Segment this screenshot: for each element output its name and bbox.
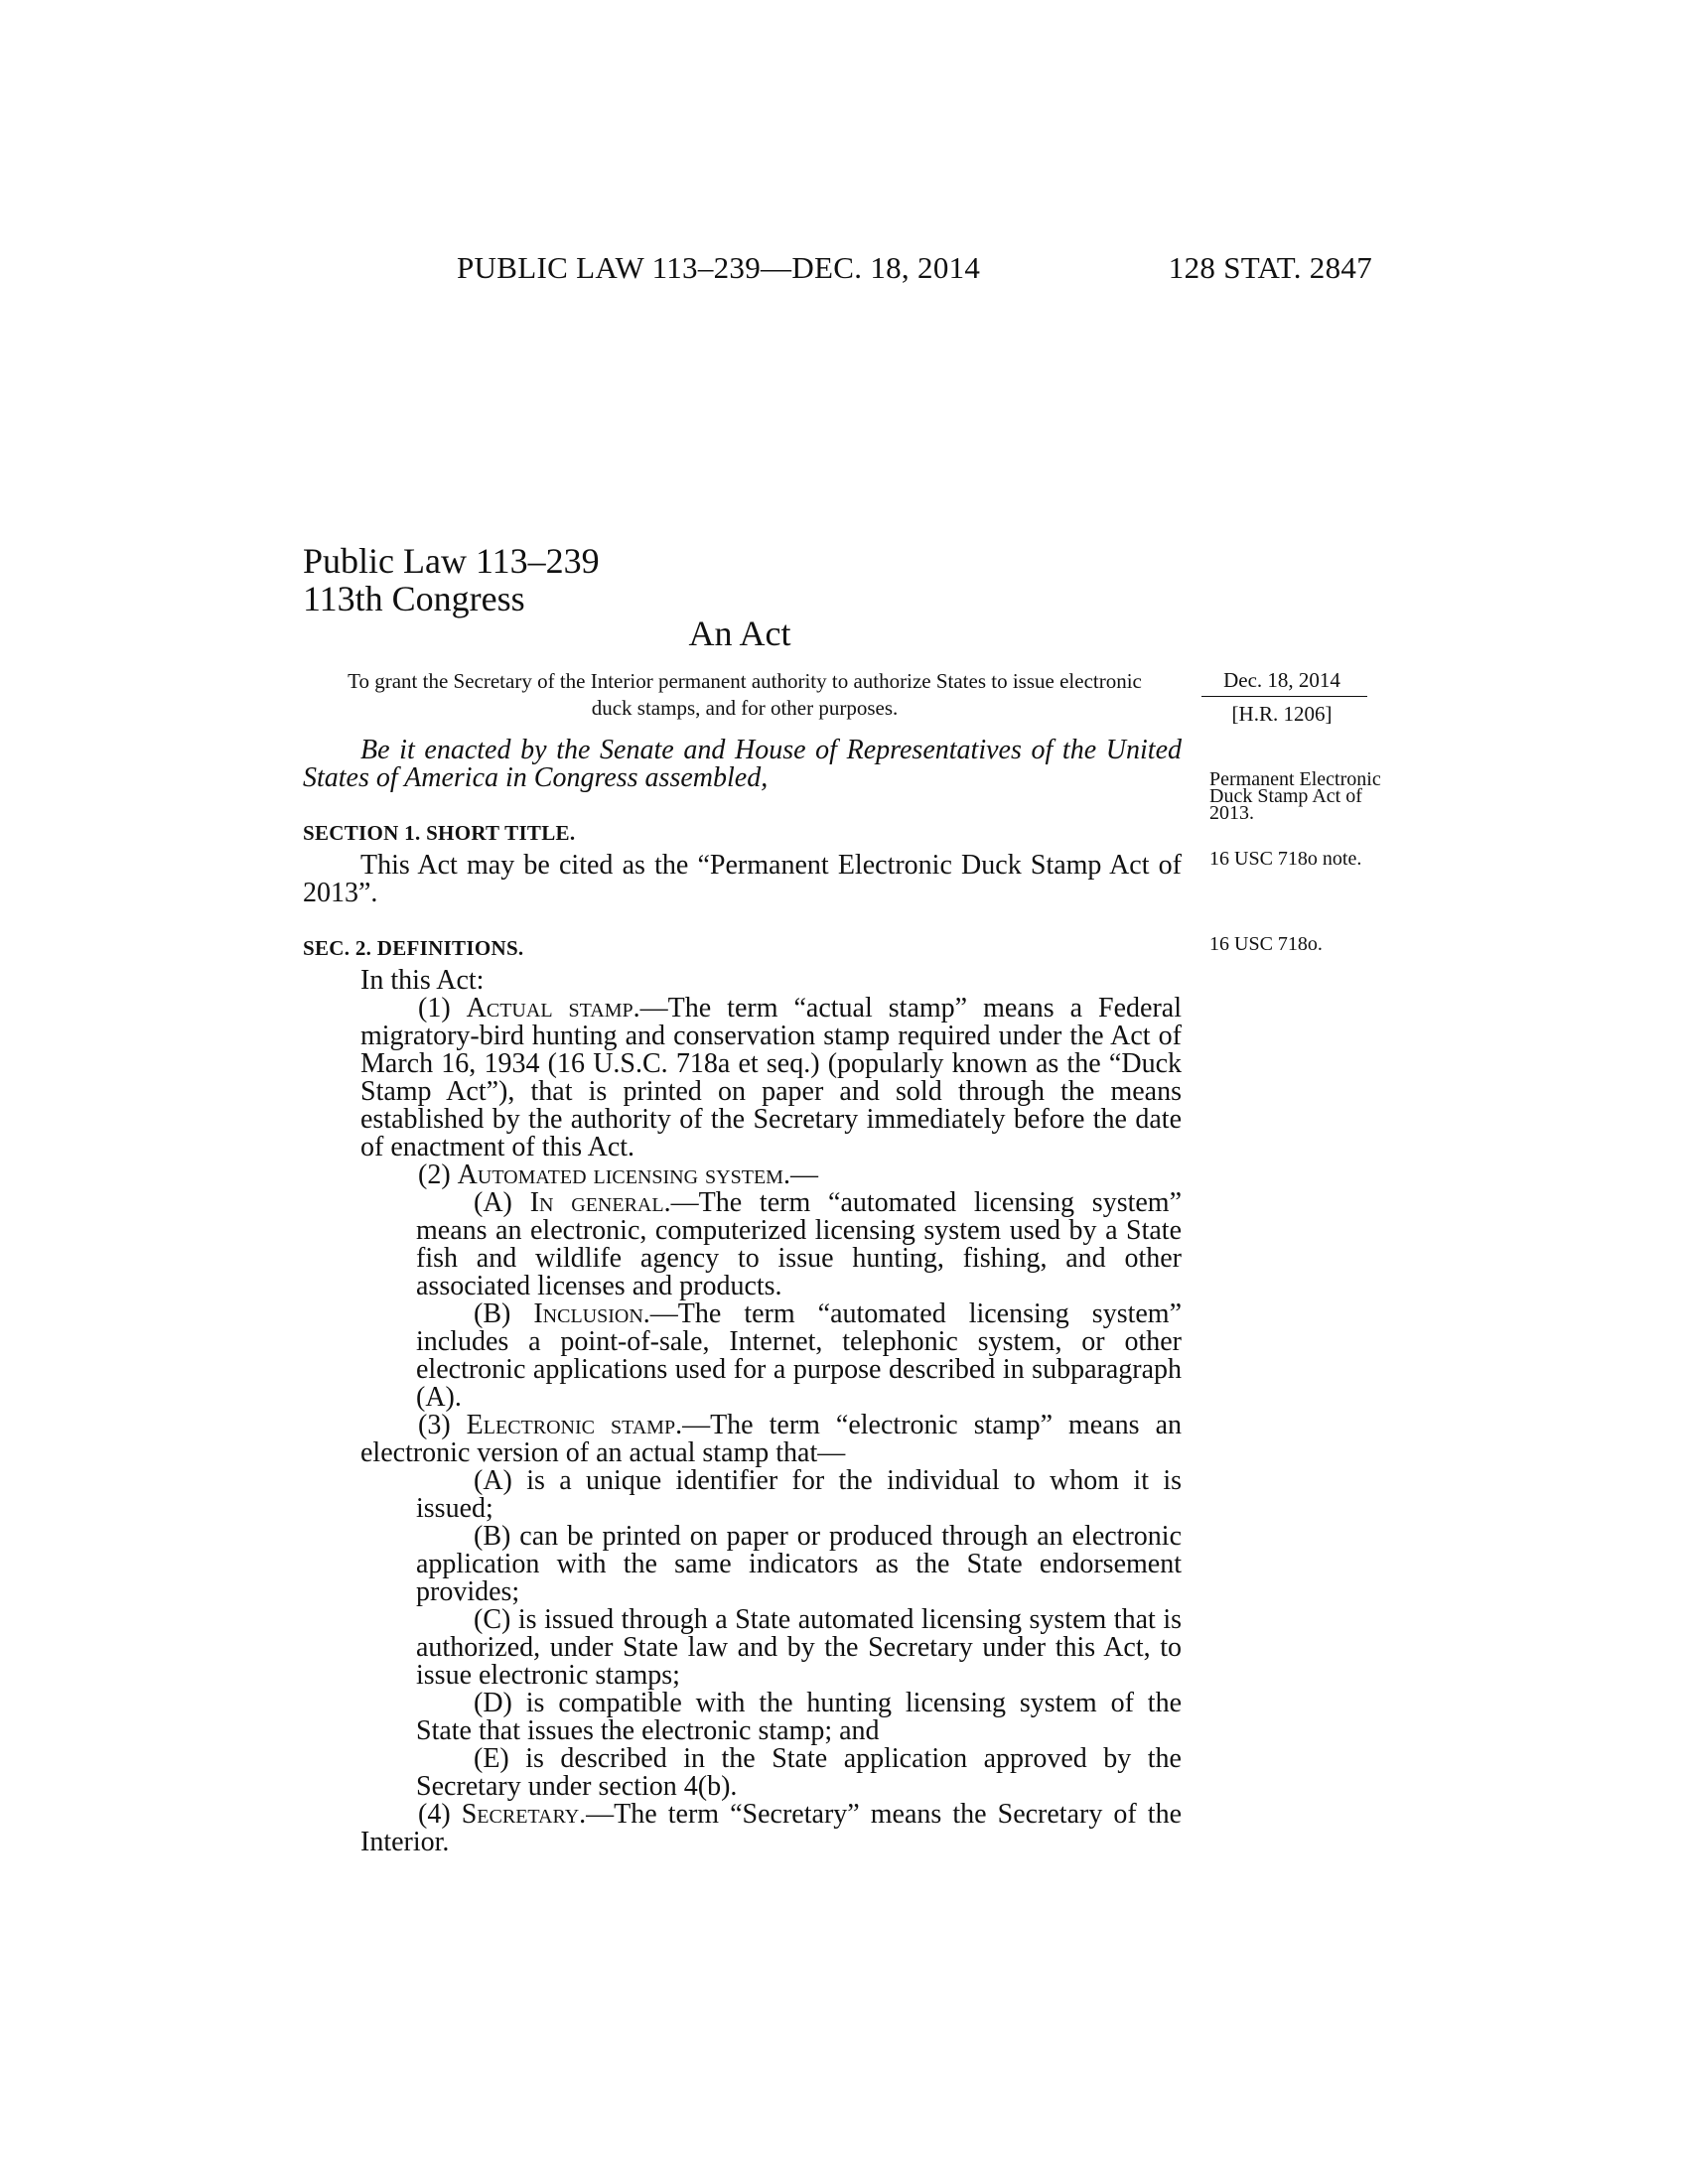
act-purpose: To grant the Secretary of the Interior permanent authority to authorize States to issue electronic duck stamps, and for other purposes. bbox=[348, 669, 1142, 720]
margin-note-usc-2: 16 USC 718o. bbox=[1209, 933, 1323, 955]
enacting-clause-text: Be it enacted by the Senate and House of Representatives of the United States of America in Congress assembled, bbox=[303, 735, 1182, 793]
public-law-title: Public Law 113–239 bbox=[303, 541, 600, 581]
definition-actual-stamp: (1) Actual stamp.—The term “actual stamp” means a Federal migratory-bird hunting and conservation stamp required under the Act of March 16, 1934 (16 U.S.C. 718a et seq.) (popularly known as the “Duck Stamp Act”), that is printed on paper and sold through the means established by the authority of the Secretary immediately before the date of enactment of this Act. bbox=[360, 993, 1183, 1162]
running-header-citation: PUBLIC LAW 113–239—DEC. 18, 2014 bbox=[457, 250, 981, 285]
definition-3a: (A) is a unique identifier for the individual to whom it is issued; bbox=[416, 1465, 1182, 1524]
section-2-body bbox=[303, 967, 1182, 1856]
definition-3e: (E) is described in the State application approved by the Secretary under section 4(b). bbox=[416, 1743, 1182, 1802]
congress-number: 113th Congress bbox=[303, 579, 525, 618]
margin-note-usc-1: 16 USC 718o note. bbox=[1209, 848, 1362, 870]
margin-note-short-title: Permanent Electronic Duck Stamp Act of 2013. bbox=[1209, 768, 1381, 824]
definitions-intro: In this Act: bbox=[360, 965, 485, 996]
section-1-heading: SECTION 1. SHORT TITLE. bbox=[303, 821, 576, 845]
act-heading: An Act bbox=[688, 614, 791, 653]
definition-2b-inclusion: (B) Inclusion.—The term “automated licensing system” includes a point-of-sale, Internet, telephonic system, or other electronic applications used for a purpose described in subparagraph (A). bbox=[416, 1298, 1183, 1413]
definition-electronic-stamp: (3) Electronic stamp.—The term “electronic stamp” means an electronic version of an actual stamp that— bbox=[360, 1410, 1182, 1468]
margin-bill-number: [H.R. 1206] bbox=[1231, 702, 1333, 726]
section-1-body bbox=[303, 852, 1182, 907]
section-2-heading: SEC. 2. DEFINITIONS. bbox=[303, 936, 524, 960]
margin-date: Dec. 18, 2014 bbox=[1223, 668, 1340, 692]
definition-3d: (D) is compatible with the hunting licensing system of the State that issues the electronic stamp; and bbox=[416, 1688, 1182, 1746]
definition-secretary: (4) Secretary.—The term “Secretary” means the Secretary of the Interior. bbox=[360, 1799, 1182, 1857]
statute-page-number: 128 STAT. 2847 bbox=[1168, 250, 1372, 285]
definition-3c: (C) is issued through a State automated licensing system that is authorized, under State law and by the Secretary under this Act, to issue electronic stamps; bbox=[416, 1604, 1182, 1691]
definition-automated-licensing-system: (2) Automated licensing system.— bbox=[418, 1160, 818, 1190]
enacting-clause bbox=[303, 737, 1182, 792]
definition-3b: (B) can be printed on paper or produced through an electronic application with the same indicators as the State endorsement provides; bbox=[416, 1521, 1182, 1607]
short-title-text: This Act may be cited as the “Permanent Electronic Duck Stamp Act of 2013”. bbox=[303, 850, 1182, 908]
margin-divider bbox=[1201, 696, 1367, 697]
definition-2a-in-general: (A) In general.—The term “automated licensing system” means an electronic, computerized licensing system used by a State fish and wildlife agency to issue hunting, fishing, and other associated licenses and products. bbox=[416, 1187, 1183, 1301]
